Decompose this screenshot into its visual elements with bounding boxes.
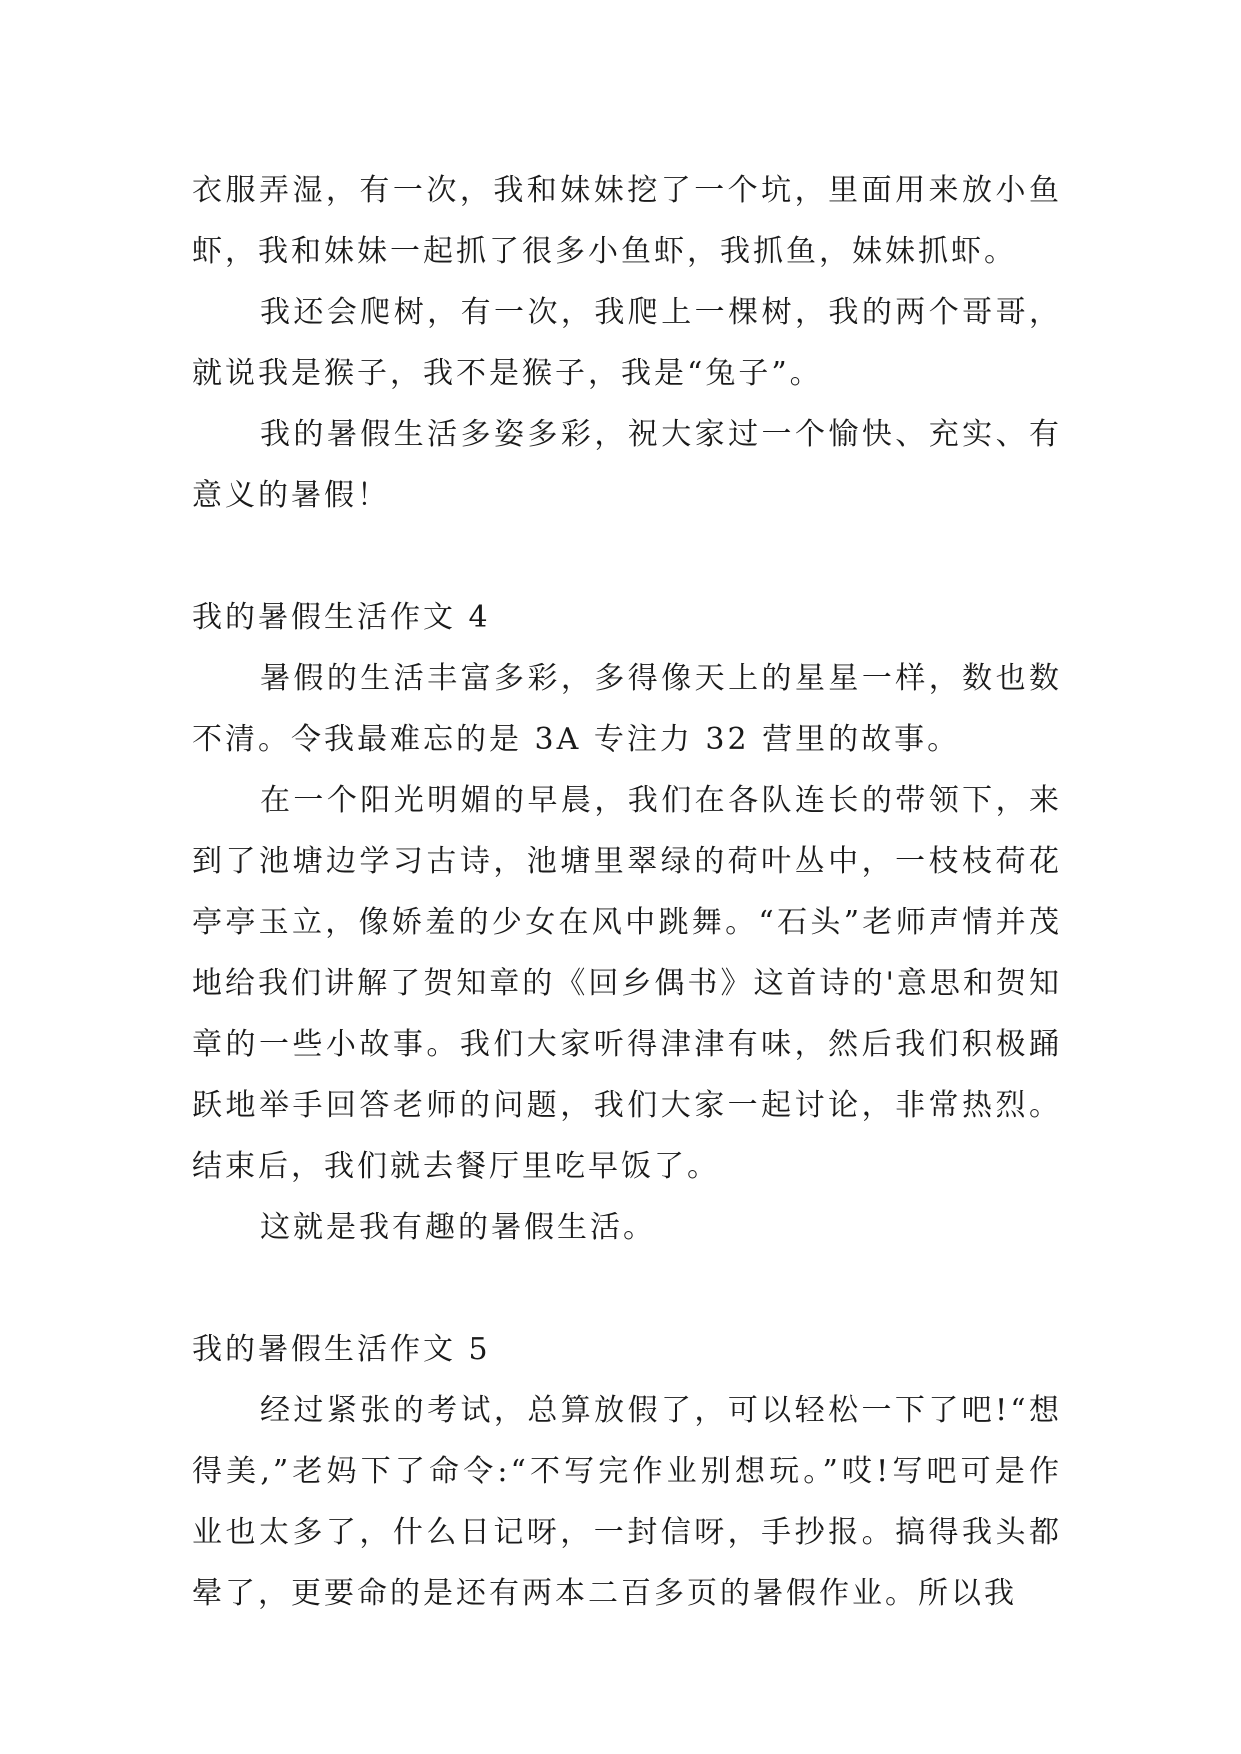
paragraph: 这就是我有趣的暑假生活。 — [260, 1210, 656, 1245]
paragraph-continued: 衣服弄湿，有一次，我和妹妹挖了一个坑，里面用来放小鱼虾，我和妹妹一起抓了很多小鱼虾，我抓鱼，妹妹抓虾。 — [192, 173, 1062, 269]
paragraph: 在一个阳光明媚的早晨，我们在各队连长的带领下，来到了池塘边学习古诗，池塘里翠绿的荷叶丛中，一枝枝荷花亭亭玉立，像娇羞的少女在风中跳舞。“石头”老师声情并茂地给我们讲解了贺知章的《回乡偶书》这首诗的'意思和贺知章的一些小故事。我们大家听得津津有味，然后我们积极踊跃地举手回答老师的问题，我们大家一起讨论，非常热烈。结束后，我们就去餐厅里吃早饭了。 — [192, 783, 1062, 1184]
paragraph: 暑假的生活丰富多彩，多得像天上的星星一样，数也数不清。令我最难忘的是 3A 专注力 32 营里的故事。 — [192, 661, 1062, 757]
section-spacer — [192, 1258, 1062, 1319]
section-title: 我的暑假生活作文 4 — [192, 600, 491, 635]
paragraph: 我的暑假生活多姿多彩，祝大家过一个愉快、充实、有意义的暑假！ — [192, 417, 1062, 513]
paragraph: 我还会爬树，有一次，我爬上一棵树，我的两个哥哥，就说我是猴子，我不是猴子，我是“兔子”。 — [192, 295, 1062, 391]
document-body — [192, 160, 1062, 1624]
section-title: 我的暑假生活作文 5 — [192, 1332, 491, 1367]
section-spacer — [192, 526, 1062, 587]
paragraph: 经过紧张的考试，总算放假了，可以轻松一下了吧!“想得美,”老妈下了命令:“不写完作业别想玩。”哎!写吧可是作业也太多了，什么日记呀，一封信呀，手抄报。搞得我头都晕了，更要命的是还有两本二百多页的暑假作业。所以我 — [192, 1393, 1062, 1611]
